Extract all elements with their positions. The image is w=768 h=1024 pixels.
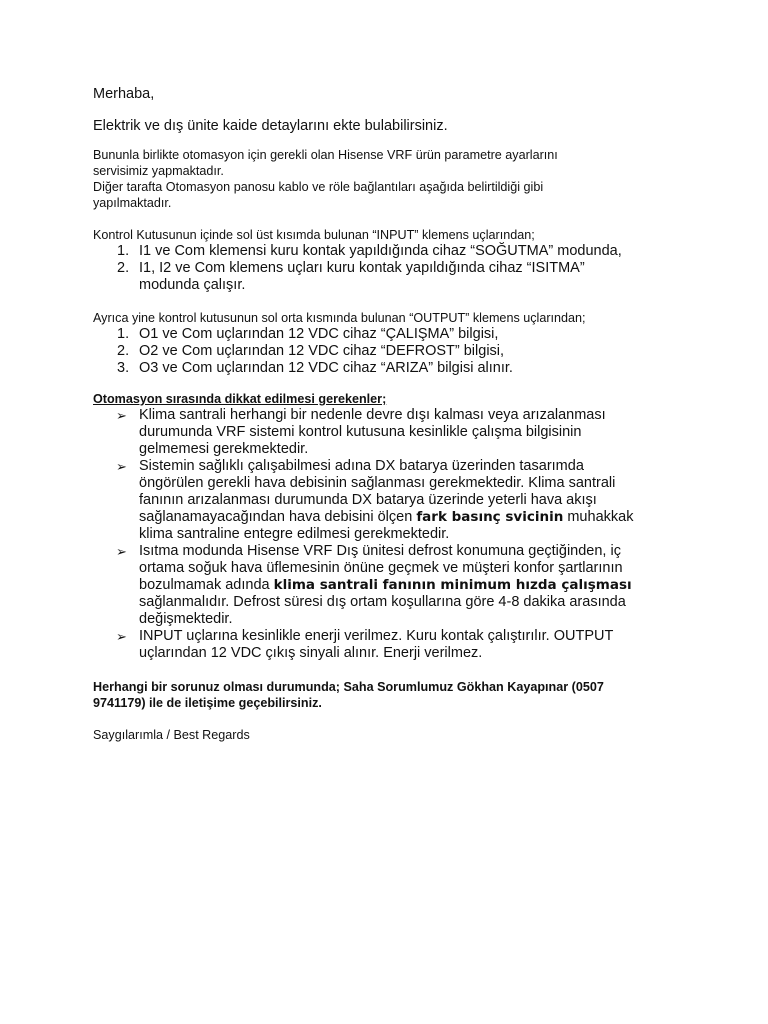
intro-sentence: Elektrik ve dış ünite kaide detaylarını ekte bulabilirsiniz. [93,118,448,134]
text-line: yapılmaktadır. [93,196,172,210]
list-number: 2. [117,260,130,276]
text-line: değişmektedir. [139,611,233,627]
output-intro: Ayrıca yine kontrol kutusunun sol orta kısmında bulunan “OUTPUT” klemens uçlarından; [93,311,586,325]
text-line: Isıtma modunda Hisense VRF Dış ünitesi defrost konumuna geçtiğinden, iç [139,543,621,559]
list-item [93,326,683,343]
list-number: 1. [117,243,130,259]
input-list [93,243,683,294]
list-item [93,543,683,628]
text-segment: muhakkak [563,509,634,525]
text-line: INPUT uçlarına kesinlikle enerji verilmez. Kuru kontak çalıştırılır. OUTPUT [139,628,614,644]
output-list [93,326,683,377]
list-item [93,260,683,294]
text-line: 9741179) ile de iletişime geçebilirsiniz. [93,696,322,710]
greeting: Merhaba, [93,86,155,102]
text-line [139,509,683,526]
list-number: 2. [117,343,130,359]
text-line: modunda çalışır. [139,277,246,293]
list-item [93,360,683,377]
text-line: I1, I2 ve Com klemens uçları kuru kontak yapıldığında cihaz “ISITMA” [139,260,585,276]
text-line: ortama soğuk hava üflemesinin önüne geçmek ve müşteri konfor şartlarının [139,560,623,576]
text-line: O2 ve Com uçlarından 12 VDC cihaz “DEFROST” bilgisi, [139,343,505,359]
list-item [93,458,683,543]
text-line: Sistemin sağlıklı çalışabilmesi adına DX batarya üzerinden tasarımda [139,458,584,474]
attention-heading: Otomasyon sırasında dikkat edilmesi gerekenler; [93,392,387,406]
text-line: Diğer tarafta Otomasyon panosu kablo ve röle bağlantıları aşağıda belirtildiği gibi [93,180,544,194]
text-line: I1 ve Com klemensi kuru kontak yapıldığında cihaz “SOĞUTMA” modunda, [139,243,622,259]
text-line: sağlanmalıdır. Defrost süresi dış ortam koşullarına göre 4-8 dakika arasında [139,594,626,610]
text-line: Herhangi bir sorunuz olması durumunda; Saha Sorumlumuz Gökhan Kayapınar (0507 [93,680,604,694]
bold-text: fark basınç svicinin [416,509,564,525]
list-number: 1. [117,326,130,342]
bold-text: klima santrali fanının minimum hızda çalışması [273,577,632,593]
text-line: servisimiz yapmaktadır. [93,164,224,178]
arrow-bullet-icon: ➢ [116,544,127,559]
text-segment: sağlanamayacağından hava debisini ölçen [139,509,417,525]
email-body [93,86,683,743]
list-item [93,343,683,360]
text-line: durumunda VRF sistemi kontrol kutusuna kesinlikle çalışma bilgisinin [139,424,582,440]
text-line: Bununla birlikte otomasyon için gerekli olan Hisense VRF ürün parametre ayarlarını [93,148,558,162]
text-line: uçlarından 12 VDC çıkış sinyali alınır. Enerji verilmez. [139,645,483,661]
text-line: Klima santrali herhangi bir nedenle devre dışı kalması veya arızalanması [139,407,606,423]
text-line: O1 ve Com uçlarından 12 VDC cihaz “ÇALIŞMA” bilgisi, [139,326,499,342]
arrow-bullet-icon: ➢ [116,629,127,644]
list-item [93,243,683,260]
contact-paragraph [93,679,683,711]
arrow-bullet-icon: ➢ [116,459,127,474]
text-line: klima santraline entegre edilmesi gerekmektedir. [139,526,450,542]
list-item [93,628,683,662]
arrow-bullet-icon: ➢ [116,408,127,423]
input-intro: Kontrol Kutusunun içinde sol üst kısımda bulunan “INPUT” klemens uçlarından; [93,228,535,242]
text-line: gelmemesi gerekmektedir. [139,441,309,457]
text-line: O3 ve Com uçlarından 12 VDC cihaz “ARIZA” bilgisi alınır. [139,360,513,376]
list-number: 3. [117,360,130,376]
attention-list [93,407,683,662]
text-segment: bozulmamak adında [139,577,274,593]
paragraph-parameters [93,147,683,211]
text-line: öngörülen gerekli hava debisinin sağlanması gerekmektedir. Klima santrali [139,475,616,491]
text-line [139,577,683,594]
text-line: fanının arızalanması durumunda DX batarya üzerinde yeterli hava akışı [139,492,597,508]
signoff: Saygılarımla / Best Regards [93,728,250,742]
list-item [93,407,683,458]
